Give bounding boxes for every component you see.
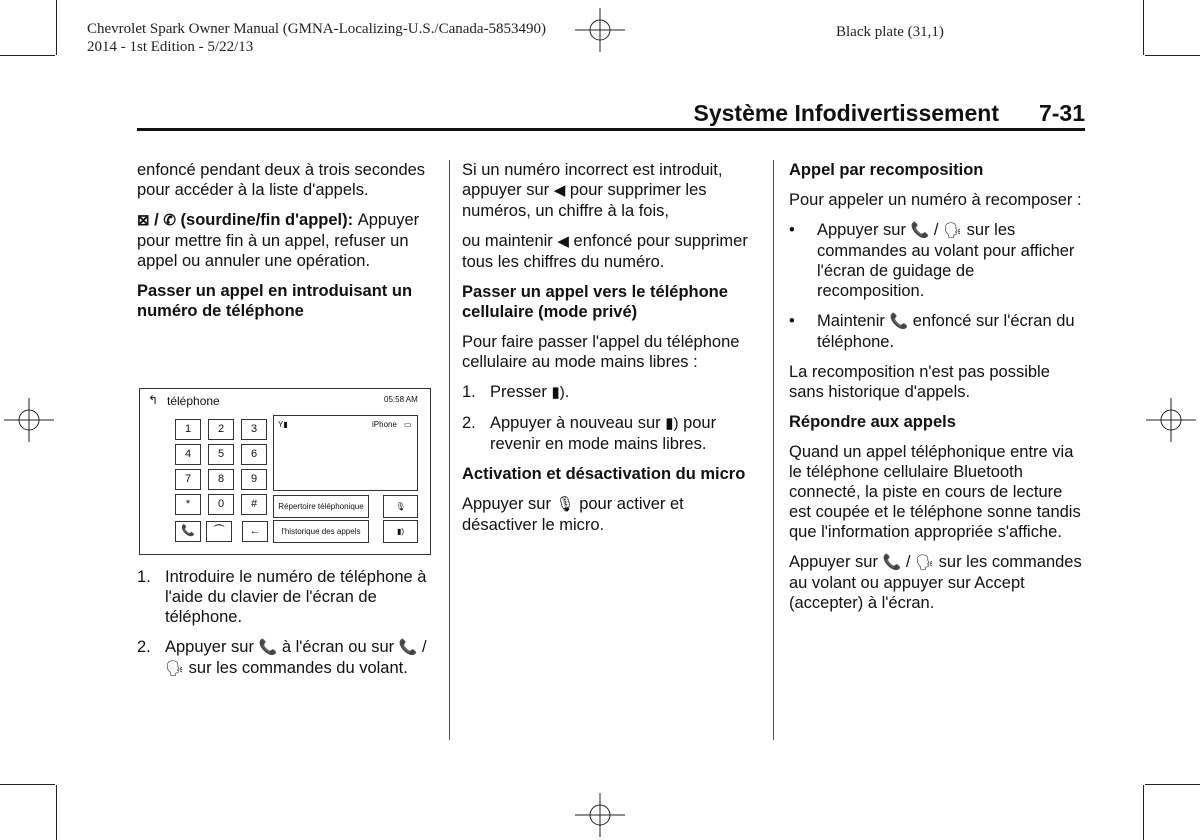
handset-icon: ▮) <box>383 520 418 543</box>
subheading: Passer un appel en introduisant un numéro de téléphone <box>137 282 413 320</box>
header-line-1: Chevrolet Spark Owner Manual (GMNA-Localizing-U.S./Canada-5853490) <box>87 21 547 37</box>
phone-icon: 📞 <box>882 554 902 571</box>
keypad-key: 1 <box>175 419 201 440</box>
mute-heading: ⊠ / ✆ (sourdine/fin d'appel): <box>137 211 354 229</box>
figure-time: 05:58 AM <box>384 395 418 404</box>
call-icon: 📞 <box>175 521 201 542</box>
section-title: Système Infodivertissement <box>693 100 999 126</box>
column-2 <box>462 160 757 545</box>
keypad-key: * <box>175 494 201 515</box>
phone-icon: 📞 <box>889 313 909 330</box>
crop-mark <box>0 784 55 785</box>
backspace-icon: ◀ <box>553 182 566 199</box>
paragraph: La recomposition n'est pas possible sans historique d'appels. <box>789 363 1050 401</box>
phone-icon: 📞 <box>258 639 278 656</box>
crop-mark <box>0 55 55 56</box>
mic-mute-icon: 🎙 <box>555 496 575 513</box>
paragraph: Pour faire passer l'appel du téléphone cellulaire au mode mains libres : <box>462 333 740 371</box>
registration-mark-icon <box>575 793 625 837</box>
crop-mark <box>1145 55 1200 56</box>
backspace-icon: ◀ <box>557 233 569 250</box>
end-call-icon: ✆ <box>163 212 176 229</box>
phone-screen-figure <box>139 388 431 555</box>
keypad-key: 5 <box>208 444 234 465</box>
title-rule <box>137 128 1085 131</box>
keypad-key: 9 <box>241 469 267 490</box>
mute-icon: ⊠ <box>137 212 150 229</box>
figure-title-bar <box>140 389 430 411</box>
paragraph: enfoncé pendant deux à trois secondes pour accéder à la liste d'appels. <box>137 161 426 199</box>
phone-icon: 📞 <box>910 222 930 239</box>
column-divider <box>449 160 450 740</box>
crop-mark <box>1143 785 1144 840</box>
column-divider <box>773 160 774 740</box>
plate-label: Black plate (31,1) <box>836 24 944 40</box>
list-item: 1. Presser ▮). <box>462 383 570 401</box>
call-display <box>273 415 418 491</box>
keypad-key: 8 <box>208 469 234 490</box>
paragraph: ou maintenir ◀ enfoncé pour supprimer tous les chiffres du numéro. <box>462 232 748 271</box>
back-icon: ↰ <box>148 393 159 407</box>
mute-text: Appuyer pour mettre fin à un appel, refuser un appel ou annuler une opération. <box>137 211 420 270</box>
subheading: Activation et désactivation du micro <box>462 465 746 483</box>
device-name: iPhone <box>372 420 397 429</box>
call-history-button: l'historique des appels <box>273 520 369 543</box>
registration-mark-icon <box>1146 398 1196 442</box>
list-item: 2. Appuyer à nouveau sur ▮) pour revenir en mode mains libres. <box>462 414 717 453</box>
subheading: Passer un appel vers le téléphone cellulaire (mode privé) <box>462 283 728 321</box>
directory-button: Répertoire téléphonique <box>273 495 369 518</box>
mute-paragraph <box>137 210 429 271</box>
voice-icon: 🗣 <box>943 222 963 239</box>
subheading: Appel par recomposition <box>789 161 984 179</box>
bullet-item: • Maintenir 📞 enfoncé sur l'écran du téléphone. <box>789 312 1075 351</box>
crop-mark <box>1145 784 1200 785</box>
mic-mute-icon: 🎙 <box>383 495 418 518</box>
voice-icon: 🗣 <box>165 660 185 677</box>
header-line-2: 2014 - 1st Edition - 5/22/13 <box>87 39 254 55</box>
subheading: Répondre aux appels <box>789 413 956 431</box>
figure-title: téléphone <box>167 394 220 408</box>
battery-icon: ▭ <box>404 420 412 429</box>
page-number: 7-31 <box>1038 100 1085 126</box>
keypad-key: 3 <box>241 419 267 440</box>
phone-icon: 📞 <box>398 639 418 656</box>
list-item: 2. Appuyer sur 📞 à l'écran ou sur 📞 / 🗣 sur les commandes du volant. <box>137 638 427 677</box>
crop-mark <box>56 0 57 55</box>
keypad-key: 0 <box>208 494 234 515</box>
paragraph: Quand un appel téléphonique entre via le téléphone cellulaire Bluetooth connecté, la piste en cours de lecture est coupée et le téléphone sonne tandis que l'information appropriée s'affiche. <box>789 443 1081 541</box>
keypad-key: 2 <box>208 419 234 440</box>
keypad-key: 4 <box>175 444 201 465</box>
column-3 <box>789 160 1085 623</box>
column-1-steps <box>137 567 429 689</box>
end-call-icon: ⏜ <box>206 521 232 542</box>
registration-mark-icon <box>575 8 625 52</box>
bullet-item: • Appuyer sur 📞 / 🗣 sur les commandes au volant pour afficher l'écran de guidage de recomposition. <box>789 221 1075 300</box>
signal-icon: Y▮ <box>278 420 288 429</box>
crop-mark <box>1143 0 1144 55</box>
list-item: 1. Introduire le numéro de téléphone à l'aide du clavier de l'écran de téléphone. <box>137 568 427 626</box>
keypad-key: 6 <box>241 444 267 465</box>
paragraph: Appuyer sur 📞 / 🗣 sur les commandes au volant ou appuyer sur Accept (accepter) à l'écran. <box>789 553 1082 612</box>
paragraph: Si un numéro incorrect est introduit, appuyer sur ◀ pour supprimer les numéros, un chiffre à la fois, <box>462 161 723 220</box>
print-header <box>87 20 546 56</box>
handset-icon: ▮) <box>665 415 679 432</box>
section-title-row <box>137 100 1085 128</box>
crop-mark <box>56 785 57 840</box>
paragraph: Appuyer sur 🎙 pour activer et désactiver le micro. <box>462 495 684 534</box>
paragraph: Pour appeler un numéro à recomposer : <box>789 191 1082 209</box>
column-1 <box>137 160 429 331</box>
keypad-key: # <box>241 494 267 515</box>
keypad-key: 7 <box>175 469 201 490</box>
backspace-icon: ← <box>242 521 268 542</box>
registration-mark-icon <box>4 398 54 442</box>
voice-icon: 🗣 <box>915 554 935 571</box>
handset-icon: ▮) <box>551 384 565 401</box>
